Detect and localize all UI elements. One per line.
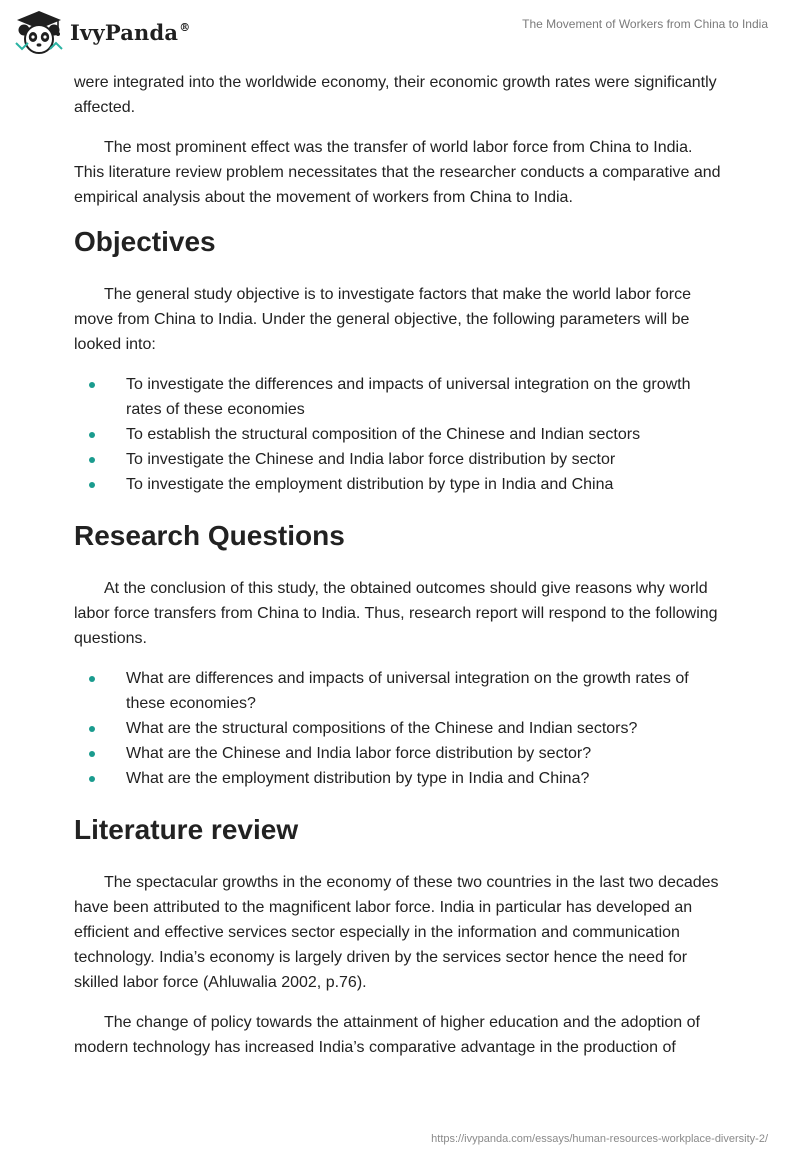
objectives-paragraph: The general study objective is to investigate factors that make the world labor force move from China to India. Under the general objective, the following parameters will be looked into: (74, 286, 691, 353)
document-title: The Movement of Workers from China to India (522, 17, 768, 31)
list-item: To establish the structural composition of the Chinese and Indian sectors (74, 422, 724, 447)
list-item: To investigate the differences and impacts of universal integration on the growth rates of these economies (74, 372, 724, 422)
literature-paragraph: The change of policy towards the attainment of higher education and the adoption of modern technology has increased India’s comparative advantage in the production of (74, 1014, 700, 1056)
research-questions-heading: Research Questions (74, 520, 345, 551)
essay-content (74, 70, 724, 1075)
bullet-icon (89, 457, 95, 463)
research-questions-paragraph: At the conclusion of this study, the obtained outcomes should give reasons why world labor force transfers from China to India. Thus, research report will respond to the following questions. (74, 580, 718, 647)
intro-paragraph-continued: were integrated into the worldwide economy, their economic growth rates were significantly affected. (74, 74, 717, 116)
bullet-icon (89, 482, 95, 488)
bullet-icon (89, 432, 95, 438)
bullet-icon (89, 382, 95, 388)
objectives-list (74, 372, 724, 497)
page-header (0, 0, 800, 70)
literature-review-heading: Literature review (74, 814, 299, 845)
registered-mark: ® (179, 20, 191, 34)
brand-name: IvyPanda® (70, 19, 191, 45)
list-item: To investigate the Chinese and India labor force distribution by sector (74, 447, 724, 472)
source-url-link[interactable]: https://ivypanda.com/essays/human-resources-workplace-diversity-2/ (431, 1133, 768, 1145)
research-questions-list (74, 666, 724, 791)
ivypanda-logo[interactable] (14, 7, 190, 57)
literature-paragraph: The spectacular growths in the economy of these two countries in the last two decades have been attributed to the magnificent labor force. India in particular has developed an efficient and effective services sector especially in the information and communication technology. India’s economy is largely driven by the services sector hence the need for skilled labor force (Ahluwalia 2002, p.76). (74, 874, 719, 991)
list-item: To investigate the employment distribution by type in India and China (74, 472, 724, 497)
objectives-heading: Objectives (74, 226, 216, 257)
bullet-icon (89, 676, 95, 682)
intro-paragraph: The most prominent effect was the transfer of world labor force from China to India. This literature review problem necessitates that the researcher conducts a comparative and empirical analysis about the movement of workers from China to India. (74, 139, 721, 206)
bullet-icon (89, 751, 95, 757)
bullet-icon (89, 726, 95, 732)
bullet-icon (89, 776, 95, 782)
panda-graduate-icon (14, 9, 64, 55)
list-item: What are differences and impacts of universal integration on the growth rates of these economies? (74, 666, 724, 716)
list-item: What are the structural compositions of the Chinese and Indian sectors? (74, 716, 724, 741)
list-item: What are the Chinese and India labor force distribution by sector? (74, 741, 724, 766)
list-item: What are the employment distribution by type in India and China? (74, 766, 724, 791)
